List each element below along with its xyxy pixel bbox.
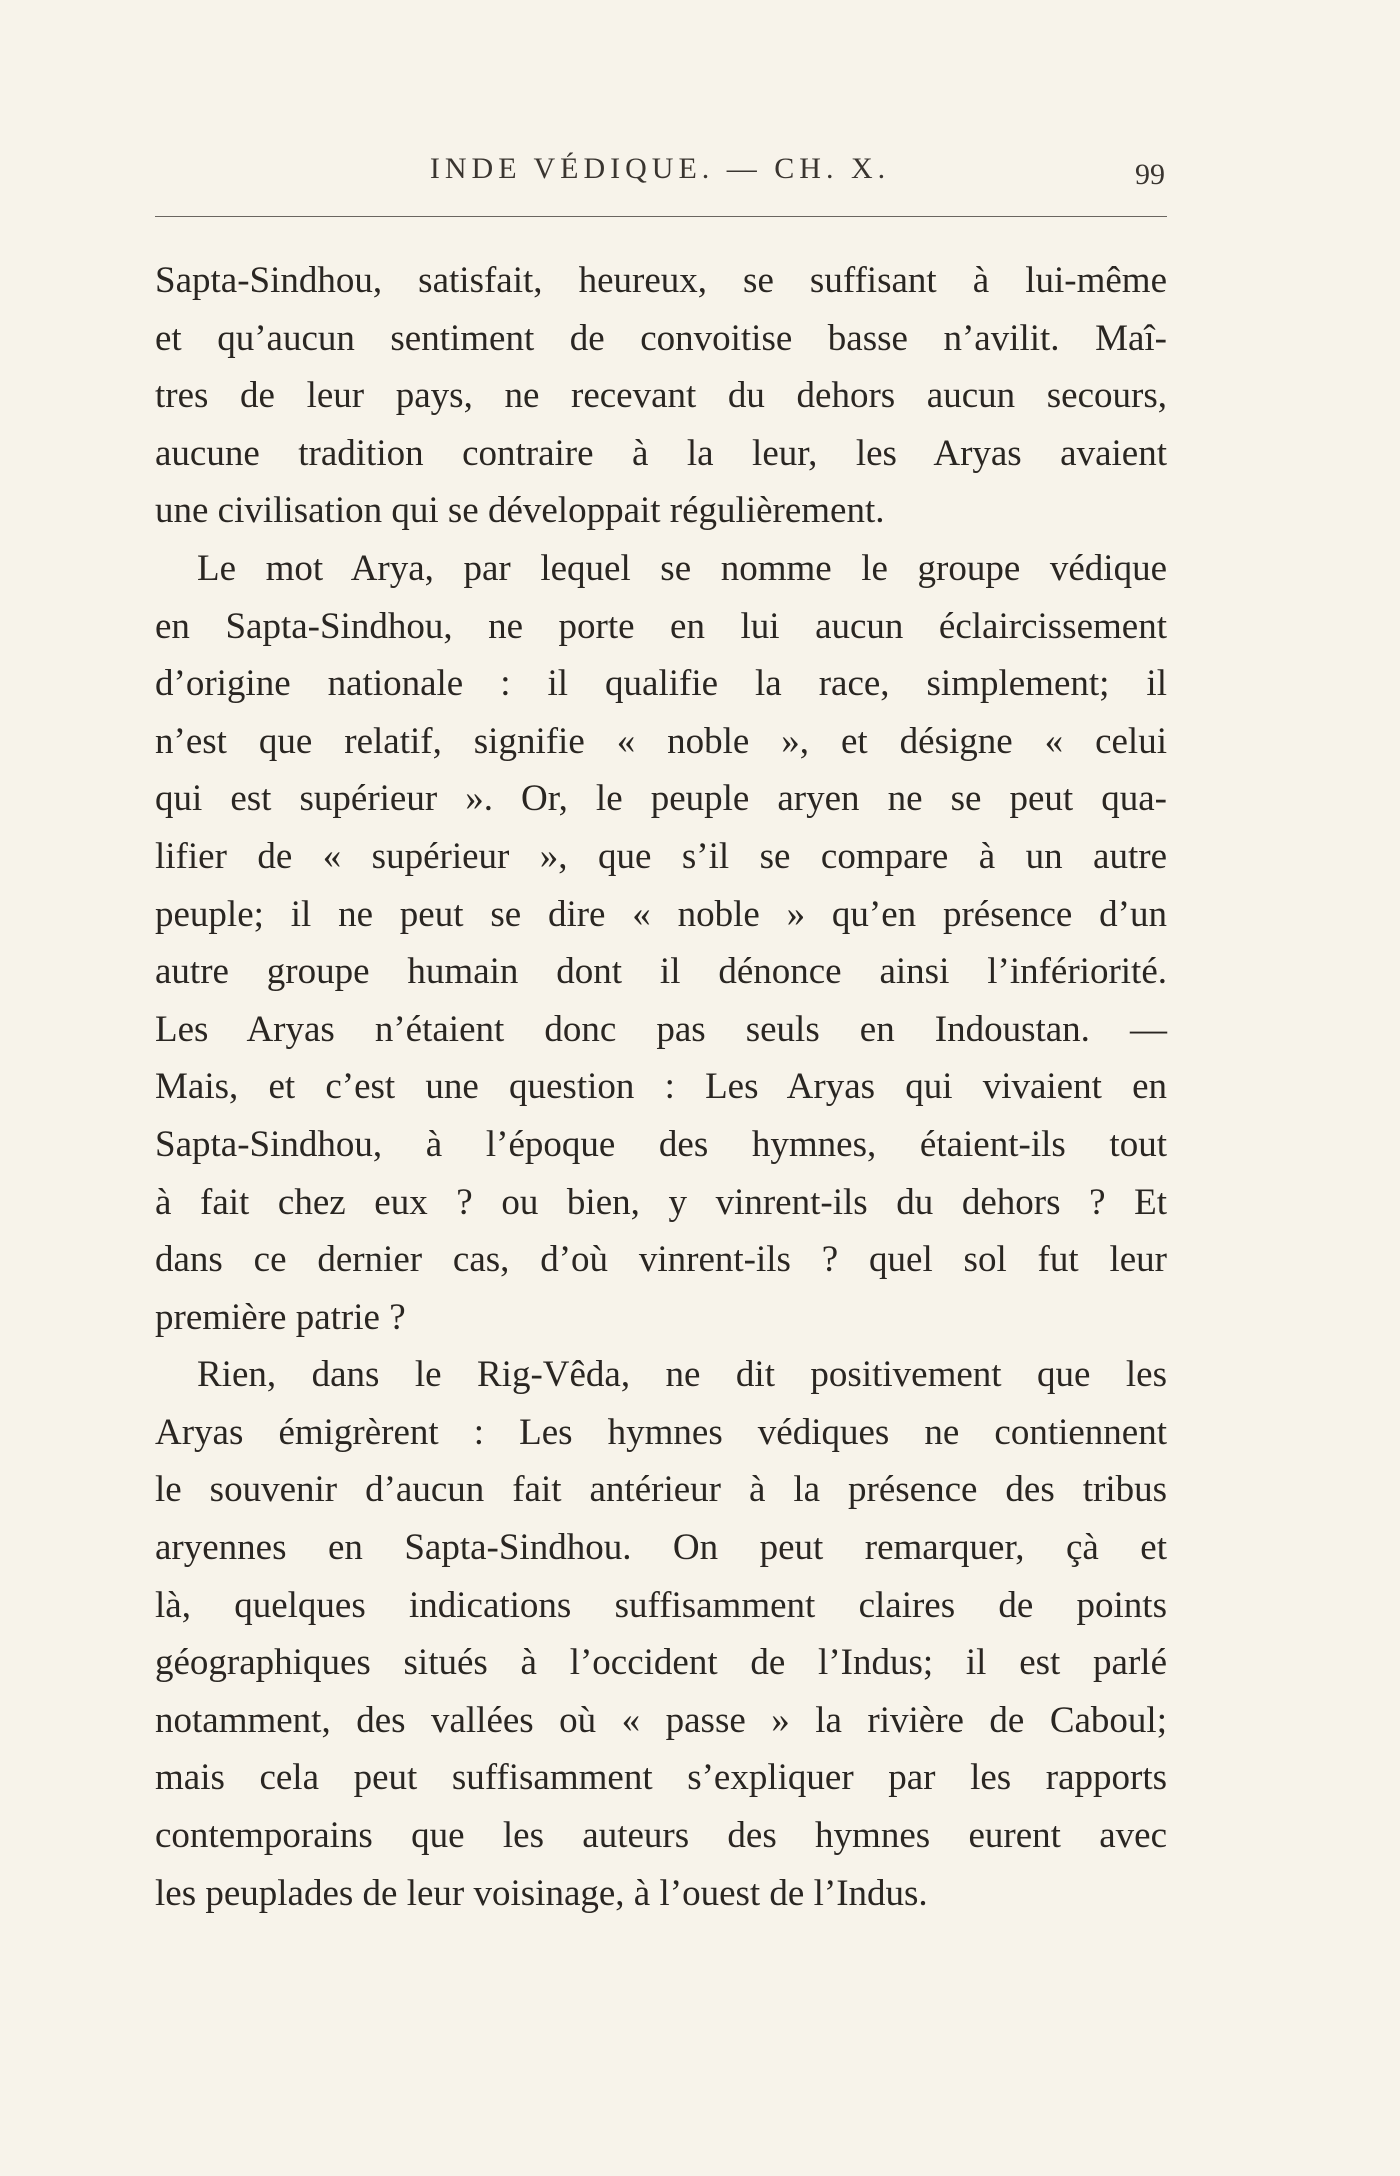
text-line: à fait chez eux ? ou bien, y vinrent-ils du dehors ? Et: [155, 1181, 1167, 1223]
text-line: aucune tradition contraire à la leur, les Aryas avaient: [155, 432, 1167, 474]
text-line: une civilisation qui se développait régulièrement.: [155, 490, 885, 532]
text-line: géographiques situés à l’occident de l’Indus; il est parlé: [155, 1642, 1167, 1684]
text-line: mais cela peut suffisamment s’expliquer par les rapports: [155, 1757, 1167, 1799]
text-line: n’est que relatif, signifie « noble », et désigne « celui: [155, 720, 1167, 762]
text-line: Les Aryas n’étaient donc pas seuls en Indoustan. —: [155, 1008, 1167, 1050]
running-head: [155, 152, 1165, 192]
header-rule: [155, 216, 1167, 217]
text-line: là, quelques indications suffisamment claires de points: [155, 1584, 1167, 1626]
text-line: dans ce dernier cas, d’où vinrent-ils ? quel sol fut leur: [155, 1239, 1167, 1281]
text-line: aryennes en Sapta-Sindhou. On peut remarquer, çà et: [155, 1527, 1167, 1569]
text-line: première patrie ?: [155, 1296, 406, 1338]
text-line: d’origine nationale : il qualifie la race, simplement; il: [155, 663, 1167, 705]
text-line: autre groupe humain dont il dénonce ainsi l’infériorité.: [155, 951, 1167, 993]
text-line: en Sapta-Sindhou, ne porte en lui aucun éclaircissement: [155, 605, 1167, 647]
text-line: qui est supérieur ». Or, le peuple aryen ne se peut qua-: [155, 778, 1167, 820]
text-line: Rien, dans le Rig-Vêda, ne dit positivement que les: [197, 1354, 1167, 1396]
running-title: INDE VÉDIQUE. — CH. X.: [429, 152, 891, 185]
text-line: Sapta-Sindhou, satisfait, heureux, se suffisant à lui-même: [155, 260, 1167, 301]
text-line: Mais, et c’est une question : Les Aryas qui vivaient en: [155, 1066, 1167, 1108]
text-line: Aryas émigrèrent : Les hymnes védiques ne contiennent: [155, 1411, 1167, 1453]
text-line: lifier de « supérieur », que s’il se compare à un autre: [155, 835, 1167, 877]
text-line: notamment, des vallées où « passe » la rivière de Caboul;: [155, 1699, 1167, 1741]
text-line: et qu’aucun sentiment de convoitise basse n’avilit. Maî-: [155, 317, 1167, 359]
text-line: peuple; il ne peut se dire « noble » qu’en présence d’un: [155, 893, 1167, 935]
page-number: 99: [1135, 158, 1165, 191]
text-line: les peuplades de leur voisinage, à l’ouest de l’Indus.: [155, 1872, 928, 1914]
text-line: Sapta-Sindhou, à l’époque des hymnes, étaient-ils tout: [155, 1123, 1167, 1165]
text-line: le souvenir d’aucun fait antérieur à la présence des tribus: [155, 1469, 1167, 1511]
text-line: tres de leur pays, ne recevant du dehors aucun secours,: [155, 375, 1167, 417]
text-line: contemporains que les auteurs des hymnes eurent avec: [155, 1815, 1167, 1857]
text-line: Le mot Arya, par lequel se nomme le groupe védique: [197, 547, 1167, 589]
body-text: [155, 252, 1167, 1922]
